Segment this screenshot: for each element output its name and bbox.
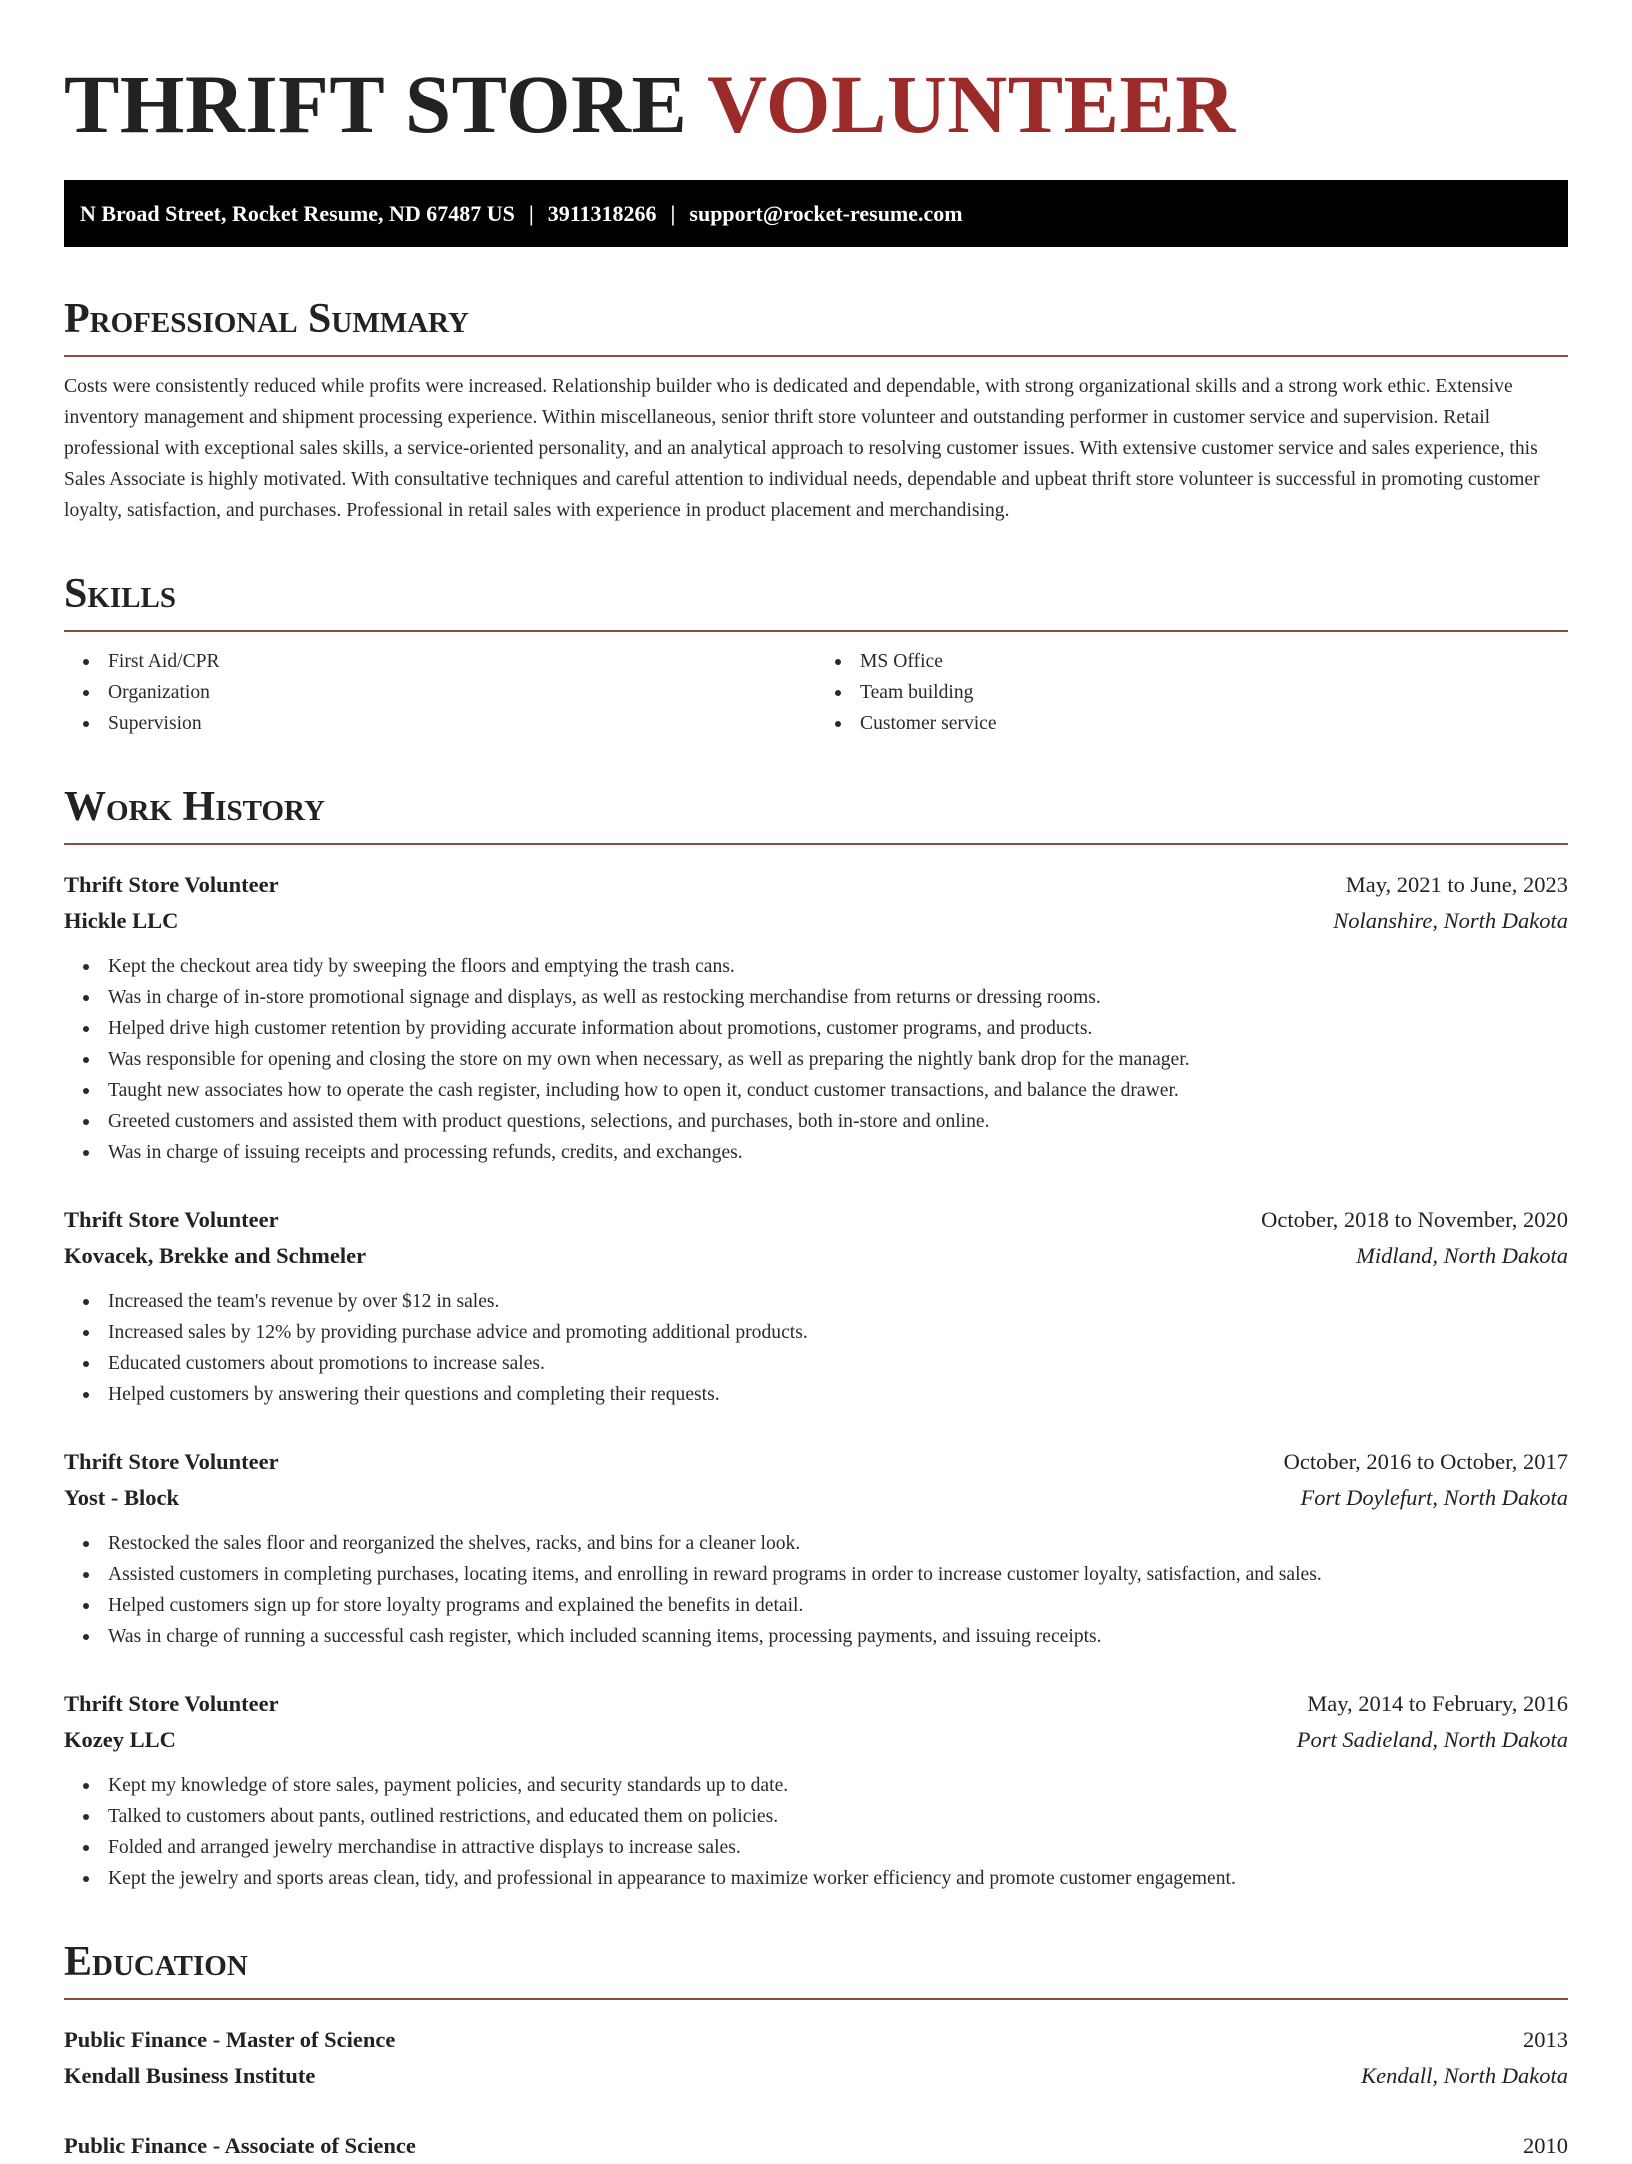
job-dates: May, 2021 to June, 2023 — [1345, 872, 1568, 897]
skills-column-right — [816, 646, 1568, 739]
job-bullets — [64, 951, 1568, 1168]
job-subheader — [64, 1722, 1568, 1758]
job-bullet: Was in charge of in-store promotional signage and displays, as well as restocking merchandise from returns or dressing rooms. — [108, 982, 1568, 1013]
name-last: VOLUNTEER — [707, 58, 1236, 150]
job-bullet: Increased the team's revenue by over $12 in sales. — [108, 1286, 1568, 1317]
summary-title: Professional Summary — [64, 293, 1568, 357]
job-bullet: Helped customers by answering their questions and completing their requests. — [108, 1379, 1568, 1410]
skill-item: MS Office — [860, 646, 1568, 677]
job-bullet: Kept my knowledge of store sales, payment policies, and security standards up to date. — [108, 1770, 1568, 1801]
education-degree: Public Finance - Master of Science — [64, 2027, 396, 2052]
work-history-title: Work History — [64, 781, 1568, 845]
job-bullet: Restocked the sales floor and reorganized the shelves, racks, and bins for a cleaner look. — [108, 1528, 1568, 1559]
job-role: Thrift Store Volunteer — [64, 1449, 279, 1474]
job-header — [64, 867, 1568, 903]
job-bullet: Helped drive high customer retention by providing accurate information about promotions, customer programs, and products. — [108, 1013, 1568, 1044]
contact-address: N Broad Street, Rocket Resume, ND 67487 US — [80, 201, 515, 226]
education-school: Kendall Business Institute — [64, 2063, 316, 2088]
skills-grid — [64, 646, 1568, 739]
job-bullets — [64, 1286, 1568, 1410]
job-bullet: Helped customers sign up for store loyalty programs and explained the benefits in detail. — [108, 1590, 1568, 1621]
summary-section — [64, 293, 1568, 526]
contact-bar — [64, 180, 1568, 247]
job-entry — [64, 867, 1568, 1168]
job-bullet: Taught new associates how to operate the cash register, including how to open it, conduct customer transactions, and balance the drawer. — [108, 1075, 1568, 1106]
education-year: 2013 — [1523, 2027, 1568, 2052]
job-bullet: Was responsible for opening and closing the store on my own when necessary, as well as preparing the nightly bank drop for the manager. — [108, 1044, 1568, 1075]
skill-item: Organization — [108, 677, 816, 708]
education-entry — [64, 2022, 1568, 2094]
skill-item: Customer service — [860, 708, 1568, 739]
contact-email: support@rocket-resume.com — [689, 201, 963, 226]
contact-phone: 3911318266 — [547, 201, 657, 226]
job-dates: May, 2014 to February, 2016 — [1307, 1691, 1568, 1716]
skills-title: Skills — [64, 568, 1568, 632]
job-bullets — [64, 1770, 1568, 1894]
skill-item: Team building — [860, 677, 1568, 708]
education-header — [64, 2022, 1568, 2058]
job-role: Thrift Store Volunteer — [64, 872, 279, 897]
education-title: Education — [64, 1936, 1568, 2000]
job-header — [64, 1202, 1568, 1238]
job-subheader — [64, 1480, 1568, 1516]
job-bullet: Folded and arranged jewelry merchandise in attractive displays to increase sales. — [108, 1832, 1568, 1863]
contact-separator: | — [670, 201, 676, 226]
job-entry — [64, 1444, 1568, 1652]
work-history-section — [64, 781, 1568, 1894]
job-location: Port Sadieland, North Dakota — [1296, 1727, 1568, 1752]
job-role: Thrift Store Volunteer — [64, 1691, 279, 1716]
job-bullet: Kept the checkout area tidy by sweeping the floors and emptying the trash cans. — [108, 951, 1568, 982]
job-dates: October, 2016 to October, 2017 — [1283, 1449, 1568, 1474]
education-year: 2010 — [1523, 2133, 1568, 2158]
job-bullet: Kept the jewelry and sports areas clean, tidy, and professional in appearance to maximize worker efficiency and promote customer engagement. — [108, 1863, 1568, 1894]
skill-item: First Aid/CPR — [108, 646, 816, 677]
job-company: Yost - Block — [64, 1485, 180, 1510]
job-header — [64, 1444, 1568, 1480]
resume-name — [64, 58, 1568, 150]
summary-text: Costs were consistently reduced while profits were increased. Relationship builder who is dedicated and dependable, with strong organizational skills and a strong work ethic. Extensive inventory management and shipment processing experience. Within miscellaneous, senior thrift store volunteer and outstanding performer in customer service and supervision. Retail professional with exceptional sales skills, a service-oriented personality, and an analytical approach to resolving customer issues. With extensive customer service and sales experience, this Sales Associate is highly motivated. With consultative techniques and careful attention to individual needs, dependable and upbeat thrift store volunteer is successful in promoting customer loyalty, satisfaction, and purchases. Professional in retail sales with experience in product placement and merchandising. — [64, 376, 1540, 521]
job-subheader — [64, 1238, 1568, 1274]
skills-column-left — [64, 646, 816, 739]
education-entry — [64, 2128, 1568, 2164]
job-bullet: Increased sales by 12% by providing purchase advice and promoting additional products. — [108, 1317, 1568, 1348]
job-role: Thrift Store Volunteer — [64, 1207, 279, 1232]
job-location: Nolanshire, North Dakota — [1333, 908, 1568, 933]
job-dates: October, 2018 to November, 2020 — [1261, 1207, 1568, 1232]
job-bullet: Educated customers about promotions to increase sales. — [108, 1348, 1568, 1379]
job-entry — [64, 1202, 1568, 1410]
skill-item: Supervision — [108, 708, 816, 739]
job-company: Hickle LLC — [64, 908, 179, 933]
job-entry — [64, 1686, 1568, 1894]
name-first: THRIFT STORE — [64, 58, 688, 150]
job-bullet: Was in charge of running a successful cash register, which included scanning items, processing payments, and issuing receipts. — [108, 1621, 1568, 1652]
job-company: Kovacek, Brekke and Schmeler — [64, 1243, 367, 1268]
job-bullet: Greeted customers and assisted them with product questions, selections, and purchases, both in-store and online. — [108, 1106, 1568, 1137]
job-bullet: Assisted customers in completing purchases, locating items, and enrolling in reward programs in order to increase customer loyalty, satisfaction, and sales. — [108, 1559, 1568, 1590]
job-header — [64, 1686, 1568, 1722]
skills-section — [64, 568, 1568, 739]
education-degree: Public Finance - Associate of Science — [64, 2133, 416, 2158]
job-bullets — [64, 1528, 1568, 1652]
job-bullet: Talked to customers about pants, outlined restrictions, and educated them on policies. — [108, 1801, 1568, 1832]
education-section — [64, 1936, 1568, 2164]
job-company: Kozey LLC — [64, 1727, 176, 1752]
education-location: Kendall, North Dakota — [1361, 2063, 1568, 2088]
education-header — [64, 2128, 1568, 2164]
job-bullet: Was in charge of issuing receipts and processing refunds, credits, and exchanges. — [108, 1137, 1568, 1168]
job-subheader — [64, 903, 1568, 939]
contact-separator: | — [528, 201, 534, 226]
job-location: Midland, North Dakota — [1356, 1243, 1568, 1268]
education-subheader — [64, 2058, 1568, 2094]
job-location: Fort Doylefurt, North Dakota — [1300, 1485, 1568, 1510]
